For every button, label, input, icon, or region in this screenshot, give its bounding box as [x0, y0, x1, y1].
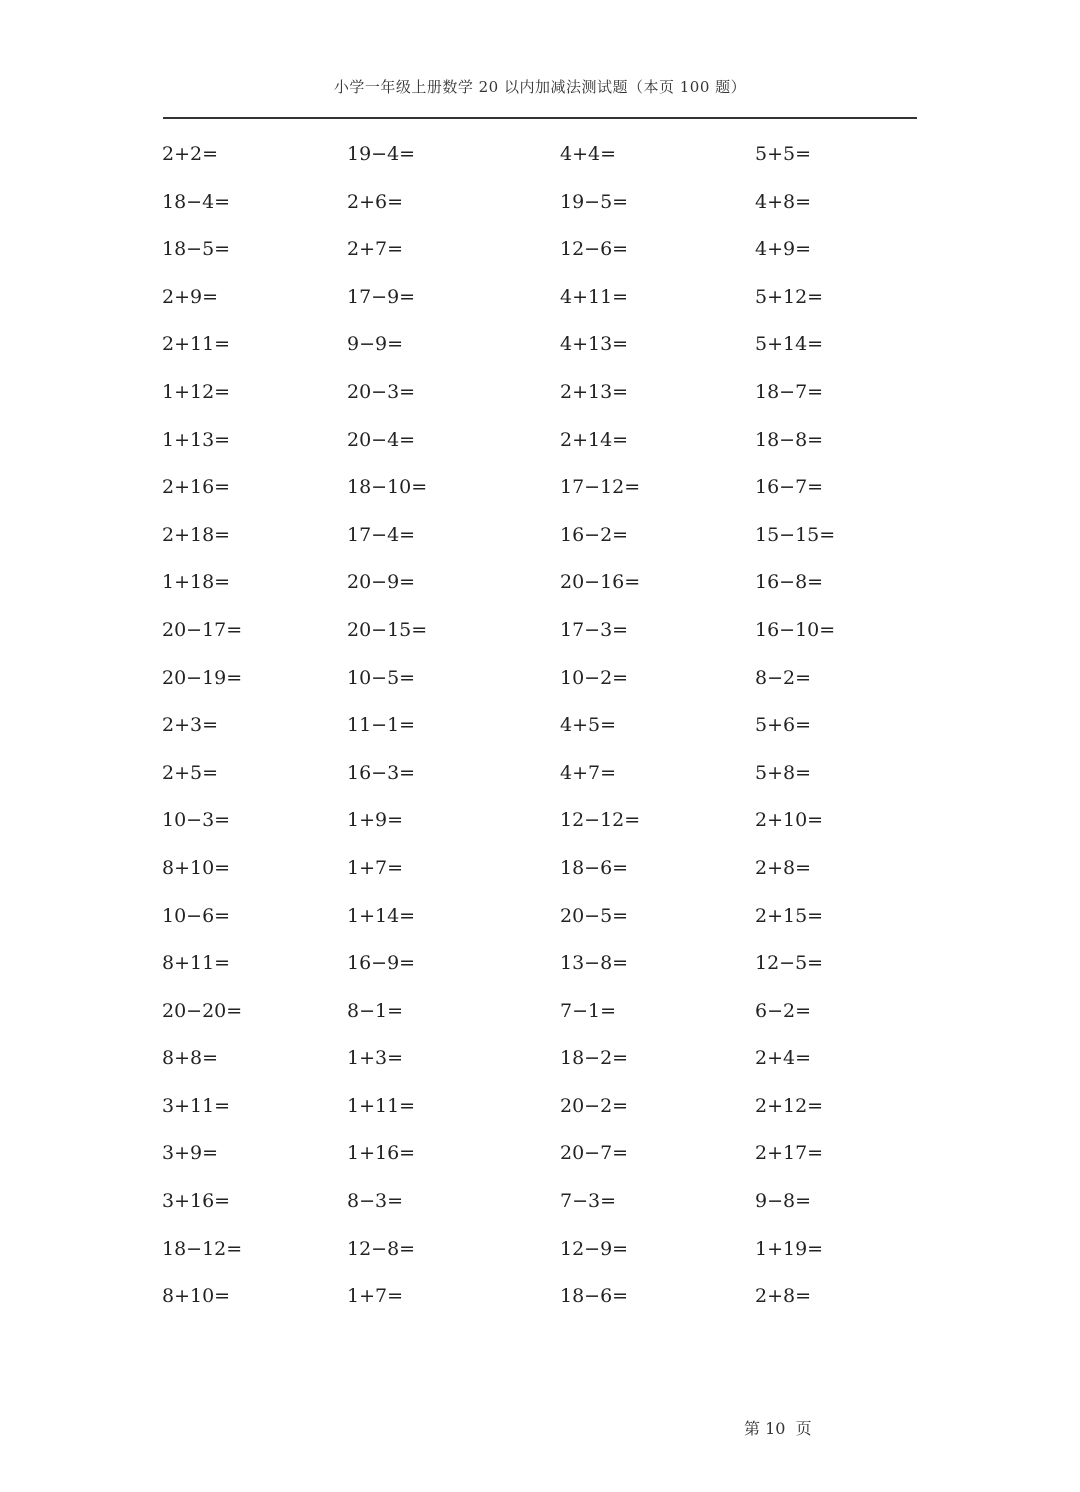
arithmetic-problem: 20−15=: [347, 618, 428, 641]
arithmetic-problem: 18−6=: [560, 1285, 629, 1308]
arithmetic-problem: 7−1=: [560, 999, 617, 1022]
arithmetic-problem: 9−8=: [755, 1190, 812, 1213]
page-title: 小学一年级上册数学 20 以内加减法测试题（本页 100 题）: [333, 78, 747, 96]
arithmetic-problem: 10−3=: [162, 809, 231, 832]
arithmetic-problem: 12−12=: [560, 809, 641, 832]
arithmetic-problem: 20−16=: [560, 571, 641, 594]
arithmetic-problem: 8+8=: [162, 1047, 219, 1070]
arithmetic-problem: 20−19=: [162, 666, 243, 689]
arithmetic-problem: 3+9=: [162, 1142, 219, 1165]
arithmetic-problem: 10−6=: [162, 904, 231, 927]
arithmetic-problem: 4+11=: [560, 285, 629, 308]
arithmetic-problem: 4+5=: [560, 714, 617, 737]
arithmetic-problem: 18−7=: [755, 380, 824, 403]
arithmetic-problem: 12−6=: [560, 238, 629, 261]
arithmetic-problem: 4+7=: [560, 761, 617, 784]
arithmetic-problem: 16−2=: [560, 523, 629, 546]
arithmetic-problem: 13−8=: [560, 952, 629, 975]
page-number: 第 10 页: [744, 1419, 812, 1438]
arithmetic-problem: 19−5=: [560, 190, 629, 213]
arithmetic-problem: 17−12=: [560, 476, 641, 499]
arithmetic-problem: 2+10=: [755, 809, 824, 832]
arithmetic-problem: 2+16=: [162, 476, 231, 499]
arithmetic-problem: 7−3=: [560, 1190, 617, 1213]
arithmetic-problem: 2+7=: [347, 238, 404, 261]
arithmetic-problem: 16−7=: [755, 476, 824, 499]
arithmetic-problem: 12−8=: [347, 1237, 416, 1260]
arithmetic-problem: 2+11=: [162, 333, 231, 356]
arithmetic-problem: 8−1=: [347, 999, 404, 1022]
arithmetic-problem: 2+15=: [755, 904, 824, 927]
arithmetic-problem: 1+9=: [347, 809, 404, 832]
arithmetic-problem: 18−8=: [755, 428, 824, 451]
arithmetic-problem: 17−4=: [347, 523, 416, 546]
arithmetic-problem: 8+10=: [162, 1285, 231, 1308]
arithmetic-problem: 2+3=: [162, 714, 219, 737]
arithmetic-problem: 19−4=: [347, 143, 416, 165]
arithmetic-problem: 20−7=: [560, 1142, 629, 1165]
arithmetic-problem: 5+8=: [755, 761, 812, 784]
arithmetic-problem: 2+9=: [162, 285, 219, 308]
arithmetic-problem: 1+14=: [347, 904, 416, 927]
arithmetic-problem: 20−5=: [560, 904, 629, 927]
arithmetic-problem: 8−3=: [347, 1190, 404, 1213]
arithmetic-problem: 1+16=: [347, 1142, 416, 1165]
arithmetic-problem: 2+8=: [755, 856, 812, 879]
arithmetic-problem: 1+18=: [162, 571, 231, 594]
arithmetic-problem: 10−2=: [560, 666, 629, 689]
arithmetic-problem: 18−10=: [347, 476, 428, 499]
arithmetic-problem: 2+12=: [755, 1094, 824, 1117]
arithmetic-problem: 5+5=: [755, 143, 812, 165]
arithmetic-problem: 4+13=: [560, 333, 629, 356]
arithmetic-problem: 20−9=: [347, 571, 416, 594]
arithmetic-problem: 3+16=: [162, 1190, 231, 1213]
arithmetic-problem: 8−2=: [755, 666, 812, 689]
arithmetic-problem: 4+4=: [560, 143, 617, 165]
arithmetic-problem: 1+19=: [755, 1237, 824, 1260]
arithmetic-problem: 5+12=: [755, 285, 824, 308]
arithmetic-problem: 2+18=: [162, 523, 231, 546]
arithmetic-problem: 1+13=: [162, 428, 231, 451]
arithmetic-problem: 2+17=: [755, 1142, 824, 1165]
arithmetic-problem: 1+11=: [347, 1094, 416, 1117]
header-divider: [163, 117, 917, 119]
arithmetic-problem: 20−4=: [347, 428, 416, 451]
arithmetic-problem: 4+8=: [755, 190, 812, 213]
arithmetic-problem: 20−17=: [162, 618, 243, 641]
arithmetic-problem: 17−3=: [560, 618, 629, 641]
arithmetic-problem: 2+6=: [347, 190, 404, 213]
arithmetic-problem: 2+8=: [755, 1285, 812, 1308]
arithmetic-problem: 2+13=: [560, 380, 629, 403]
arithmetic-problem: 1+3=: [347, 1047, 404, 1070]
arithmetic-problem: 18−2=: [560, 1047, 629, 1070]
arithmetic-problem: 2+2=: [162, 143, 219, 165]
arithmetic-problem: 12−5=: [755, 952, 824, 975]
arithmetic-problem: 4+9=: [755, 238, 812, 261]
arithmetic-problem: 10−5=: [347, 666, 416, 689]
problem-grid: [162, 136, 922, 1326]
arithmetic-problem: 11−1=: [347, 714, 416, 737]
arithmetic-problem: 16−3=: [347, 761, 416, 784]
arithmetic-problem: 20−2=: [560, 1094, 629, 1117]
arithmetic-problem: 5+14=: [755, 333, 824, 356]
arithmetic-problem: 18−5=: [162, 238, 231, 261]
arithmetic-problem: 18−12=: [162, 1237, 243, 1260]
arithmetic-problem: 16−10=: [755, 618, 836, 641]
arithmetic-problem: 18−4=: [162, 190, 231, 213]
arithmetic-problem: 1+7=: [347, 856, 404, 879]
arithmetic-problem: 12−9=: [560, 1237, 629, 1260]
arithmetic-problem: 6−2=: [755, 999, 812, 1022]
arithmetic-problem: 8+11=: [162, 952, 231, 975]
arithmetic-problem: 17−9=: [347, 285, 416, 308]
arithmetic-problem: 2+5=: [162, 761, 219, 784]
arithmetic-problem: 2+14=: [560, 428, 629, 451]
arithmetic-problem: 18−6=: [560, 856, 629, 879]
arithmetic-problem: 20−20=: [162, 999, 243, 1022]
arithmetic-problem: 9−9=: [347, 333, 404, 356]
arithmetic-problem: 5+6=: [755, 714, 812, 737]
arithmetic-problem: 1+7=: [347, 1285, 404, 1308]
arithmetic-problem: 16−8=: [755, 571, 824, 594]
arithmetic-problem: 20−3=: [347, 380, 416, 403]
arithmetic-problem: 15−15=: [755, 523, 836, 546]
arithmetic-problem: 16−9=: [347, 952, 416, 975]
arithmetic-problem: 1+12=: [162, 380, 231, 403]
arithmetic-problem: 2+4=: [755, 1047, 812, 1070]
arithmetic-problem: 3+11=: [162, 1094, 231, 1117]
arithmetic-problem: 8+10=: [162, 856, 231, 879]
